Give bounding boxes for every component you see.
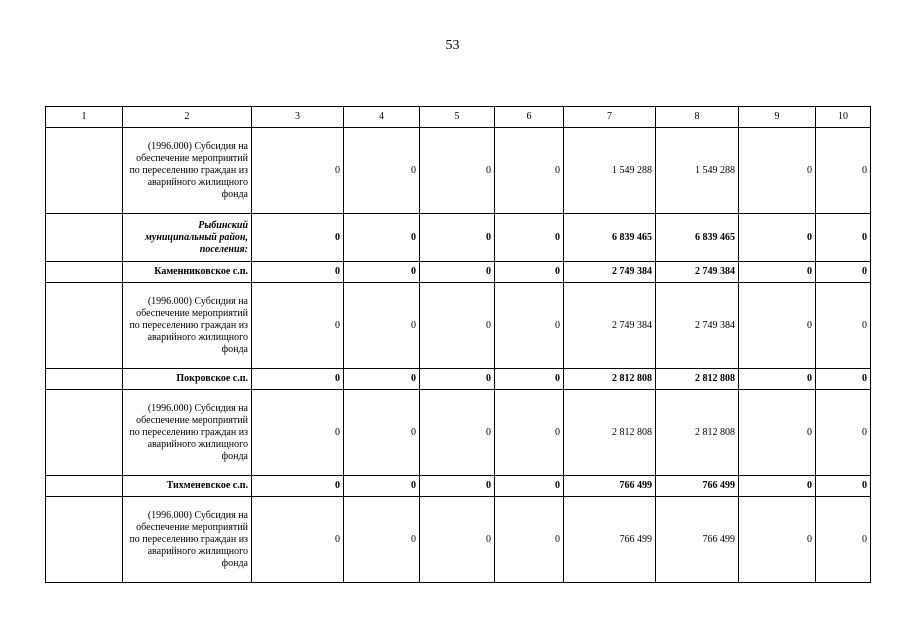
code-cell xyxy=(46,390,123,476)
amount-cell: 0 xyxy=(495,497,564,583)
amount-cell: 0 xyxy=(816,369,871,390)
item-name-cell: (1996.000) Субсидия на обеспечение мероприятий по переселению граждан из аварийного жилищного фонда xyxy=(123,283,252,369)
code-cell xyxy=(46,214,123,262)
amount-cell: 1 549 288 xyxy=(656,128,739,214)
table-row xyxy=(46,128,871,214)
amount-cell: 0 xyxy=(495,214,564,262)
amount-cell: 0 xyxy=(816,497,871,583)
amount-cell: 0 xyxy=(252,214,344,262)
amount-cell: 6 839 465 xyxy=(564,214,656,262)
amount-cell: 0 xyxy=(252,128,344,214)
amount-cell: 0 xyxy=(816,476,871,497)
amount-cell: 0 xyxy=(252,390,344,476)
amount-cell: 0 xyxy=(252,476,344,497)
column-number-row xyxy=(46,107,871,128)
amount-cell: 0 xyxy=(816,262,871,283)
amount-cell: 0 xyxy=(495,369,564,390)
code-cell xyxy=(46,497,123,583)
code-cell xyxy=(46,283,123,369)
table-row xyxy=(46,369,871,390)
amount-cell: 0 xyxy=(816,283,871,369)
item-name-cell: (1996.000) Субсидия на обеспечение мероприятий по переселению граждан из аварийного жилищного фонда xyxy=(123,128,252,214)
amount-cell: 6 839 465 xyxy=(656,214,739,262)
amount-cell: 0 xyxy=(495,390,564,476)
amount-cell: 0 xyxy=(739,214,816,262)
amount-cell: 2 812 808 xyxy=(656,369,739,390)
amount-cell: 0 xyxy=(344,369,420,390)
amount-cell: 0 xyxy=(495,283,564,369)
amount-cell: 766 499 xyxy=(656,497,739,583)
amount-cell: 1 549 288 xyxy=(564,128,656,214)
table-row xyxy=(46,497,871,583)
amount-cell: 0 xyxy=(420,476,495,497)
code-cell xyxy=(46,476,123,497)
table-row xyxy=(46,283,871,369)
item-name-cell: (1996.000) Субсидия на обеспечение мероприятий по переселению граждан из аварийного жилищного фонда xyxy=(123,497,252,583)
column-header: 3 xyxy=(252,107,344,128)
page-number: 53 xyxy=(445,38,460,53)
amount-cell: 0 xyxy=(816,128,871,214)
column-header: 8 xyxy=(656,107,739,128)
amount-cell: 0 xyxy=(344,390,420,476)
amount-cell: 0 xyxy=(739,128,816,214)
amount-cell: 0 xyxy=(739,262,816,283)
amount-cell: 0 xyxy=(420,214,495,262)
amount-cell: 2 812 808 xyxy=(564,369,656,390)
item-name-cell: Каменниковское с.п. xyxy=(123,262,252,283)
amount-cell: 766 499 xyxy=(564,497,656,583)
amount-cell: 2 812 808 xyxy=(656,390,739,476)
amount-cell: 0 xyxy=(739,497,816,583)
column-header: 6 xyxy=(495,107,564,128)
amount-cell: 0 xyxy=(344,476,420,497)
amount-cell: 0 xyxy=(420,390,495,476)
item-name-cell: (1996.000) Субсидия на обеспечение мероприятий по переселению граждан из аварийного жилищного фонда xyxy=(123,390,252,476)
amount-cell: 0 xyxy=(816,214,871,262)
amount-cell: 766 499 xyxy=(564,476,656,497)
amount-cell: 0 xyxy=(739,476,816,497)
item-name-cell: Покровское с.п. xyxy=(123,369,252,390)
column-header: 2 xyxy=(123,107,252,128)
code-cell xyxy=(46,262,123,283)
amount-cell: 0 xyxy=(739,369,816,390)
amount-cell: 0 xyxy=(344,497,420,583)
column-header: 10 xyxy=(816,107,871,128)
table-row xyxy=(46,214,871,262)
amount-cell: 2 812 808 xyxy=(564,390,656,476)
amount-cell: 0 xyxy=(344,128,420,214)
code-cell xyxy=(46,128,123,214)
table-row xyxy=(46,262,871,283)
amount-cell: 766 499 xyxy=(656,476,739,497)
amount-cell: 0 xyxy=(739,283,816,369)
amount-cell: 0 xyxy=(344,214,420,262)
amount-cell: 2 749 384 xyxy=(564,283,656,369)
amount-cell: 0 xyxy=(420,497,495,583)
amount-cell: 0 xyxy=(344,283,420,369)
amount-cell: 0 xyxy=(739,390,816,476)
amount-cell: 0 xyxy=(495,262,564,283)
amount-cell: 2 749 384 xyxy=(656,283,739,369)
amount-cell: 0 xyxy=(420,128,495,214)
amount-cell: 0 xyxy=(420,283,495,369)
amount-cell: 0 xyxy=(252,497,344,583)
amount-cell: 0 xyxy=(816,390,871,476)
column-header: 9 xyxy=(739,107,816,128)
table-row xyxy=(46,476,871,497)
column-header: 4 xyxy=(344,107,420,128)
amount-cell: 0 xyxy=(252,262,344,283)
amount-cell: 0 xyxy=(420,262,495,283)
amount-cell: 0 xyxy=(495,128,564,214)
table-row xyxy=(46,390,871,476)
amount-cell: 2 749 384 xyxy=(656,262,739,283)
amount-cell: 0 xyxy=(344,262,420,283)
column-header: 7 xyxy=(564,107,656,128)
budget-table xyxy=(45,106,871,583)
column-header: 5 xyxy=(420,107,495,128)
amount-cell: 0 xyxy=(252,283,344,369)
amount-cell: 0 xyxy=(420,369,495,390)
item-name-cell: Рыбинский муниципальный район, поселения: xyxy=(123,214,252,262)
code-cell xyxy=(46,369,123,390)
amount-cell: 0 xyxy=(495,476,564,497)
amount-cell: 0 xyxy=(252,369,344,390)
amount-cell: 2 749 384 xyxy=(564,262,656,283)
item-name-cell: Тихменевское с.п. xyxy=(123,476,252,497)
column-header: 1 xyxy=(46,107,123,128)
